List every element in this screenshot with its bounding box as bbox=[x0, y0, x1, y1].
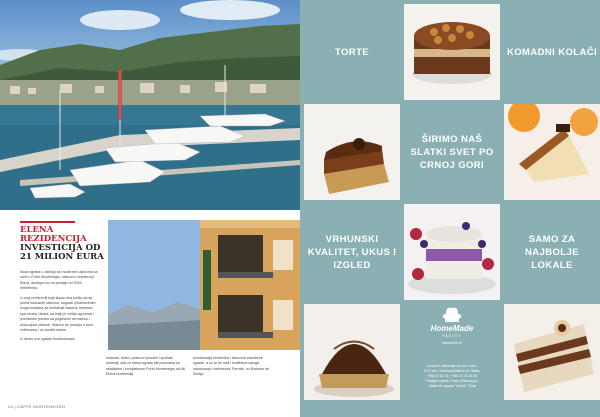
contact-line: Uvoznik i distributer za Crnu Goru: bbox=[426, 364, 478, 368]
homemade-ad bbox=[300, 0, 600, 417]
cake-round-photo bbox=[404, 4, 500, 100]
page-folio: 24 | CAFFE MONTENEGRO bbox=[8, 404, 66, 409]
contact-line: +382 40 81 51 | +382 40 21 56 25 bbox=[427, 374, 477, 378]
layered-slice-photo bbox=[504, 304, 600, 400]
harbor-photo bbox=[0, 0, 300, 210]
chocolate-dome-photo bbox=[304, 304, 400, 400]
article-paragraph: U ovoj rezidenciji koja kupac ima priliku da se, pored luksuznih stanova, nagradi i jedinstvenim mogucnostima za koristenje bazena, teretane, spa centra i kluba, od kojih je velika ogromna i jedinstveni prostor sa pogledom na marinu i okruzujuce planine. Stanovi se prodaju u svim velicinama i uz kredite banke. bbox=[20, 295, 96, 333]
article-column-1 bbox=[20, 270, 100, 347]
tile-torte: TORTE bbox=[334, 46, 370, 58]
article-column-3: kombinacija zimovnika i luksuzne stambene zgrade, a uz to se nudi i kvalitetna usluga odrzavanja i nekretnina, Perovic, uz Borisom de Senija. bbox=[193, 356, 270, 377]
tile-vrhunski: VRHUNSKI KVALITET, UKUS I IZGLED bbox=[307, 233, 397, 271]
brand-name: HomeMade bbox=[430, 324, 474, 333]
chocolate-slice-photo bbox=[304, 104, 400, 200]
brand-url: www.hmm.rs bbox=[442, 341, 462, 345]
homemade-logo-block bbox=[404, 304, 500, 400]
contact-line: Obala bb, zgrada "Ocean", Tivat bbox=[428, 384, 476, 388]
article-column-2: restoran, butici, poslovni prostori i sportski sadrzaji, dok ce sama zgrada biti povezana sa setalistem i kompleksom Porto Montenegro od 86 Elena rezidencija bbox=[106, 356, 185, 377]
article-paragraph: U okviru ove zgrade funkcionisace bbox=[20, 337, 75, 342]
contact-line: Prodajno mjesto: Porto Montenegro, bbox=[425, 379, 479, 383]
article-headline: ELENA REZIDENCIJA bbox=[20, 225, 87, 244]
contact-line: NTC doo, Veselina Masleše 15, Nikšić bbox=[424, 369, 480, 373]
tile-komadni-kolaci: KOMADNI KOLAČI bbox=[506, 46, 598, 58]
tile-samo-najbolje: SAMO ZA NAJBOLJE LOKALE bbox=[525, 233, 579, 271]
orange-cake-photo bbox=[504, 104, 600, 200]
article-subheadline: INVESTICIJA OD 21 MILION EURA bbox=[20, 243, 104, 262]
building-photo bbox=[108, 220, 300, 350]
article-paragraph: Nova zgrada u zaledju sa modernim uslovima za zivot u Porto Montenegro, stanovi u rezidenciji Elena, dostupni su na prodaju od 2016. nekretnina. bbox=[20, 270, 98, 291]
berry-cake-photo bbox=[404, 204, 500, 300]
brand-sub: PASTRY bbox=[442, 334, 462, 338]
headline-accent-line bbox=[20, 221, 75, 223]
tile-sirimo-nas: ŠIRIMO NAŠ SLATKI SVET PO CRNOJ GORI bbox=[410, 133, 494, 171]
contact-block bbox=[408, 364, 496, 389]
